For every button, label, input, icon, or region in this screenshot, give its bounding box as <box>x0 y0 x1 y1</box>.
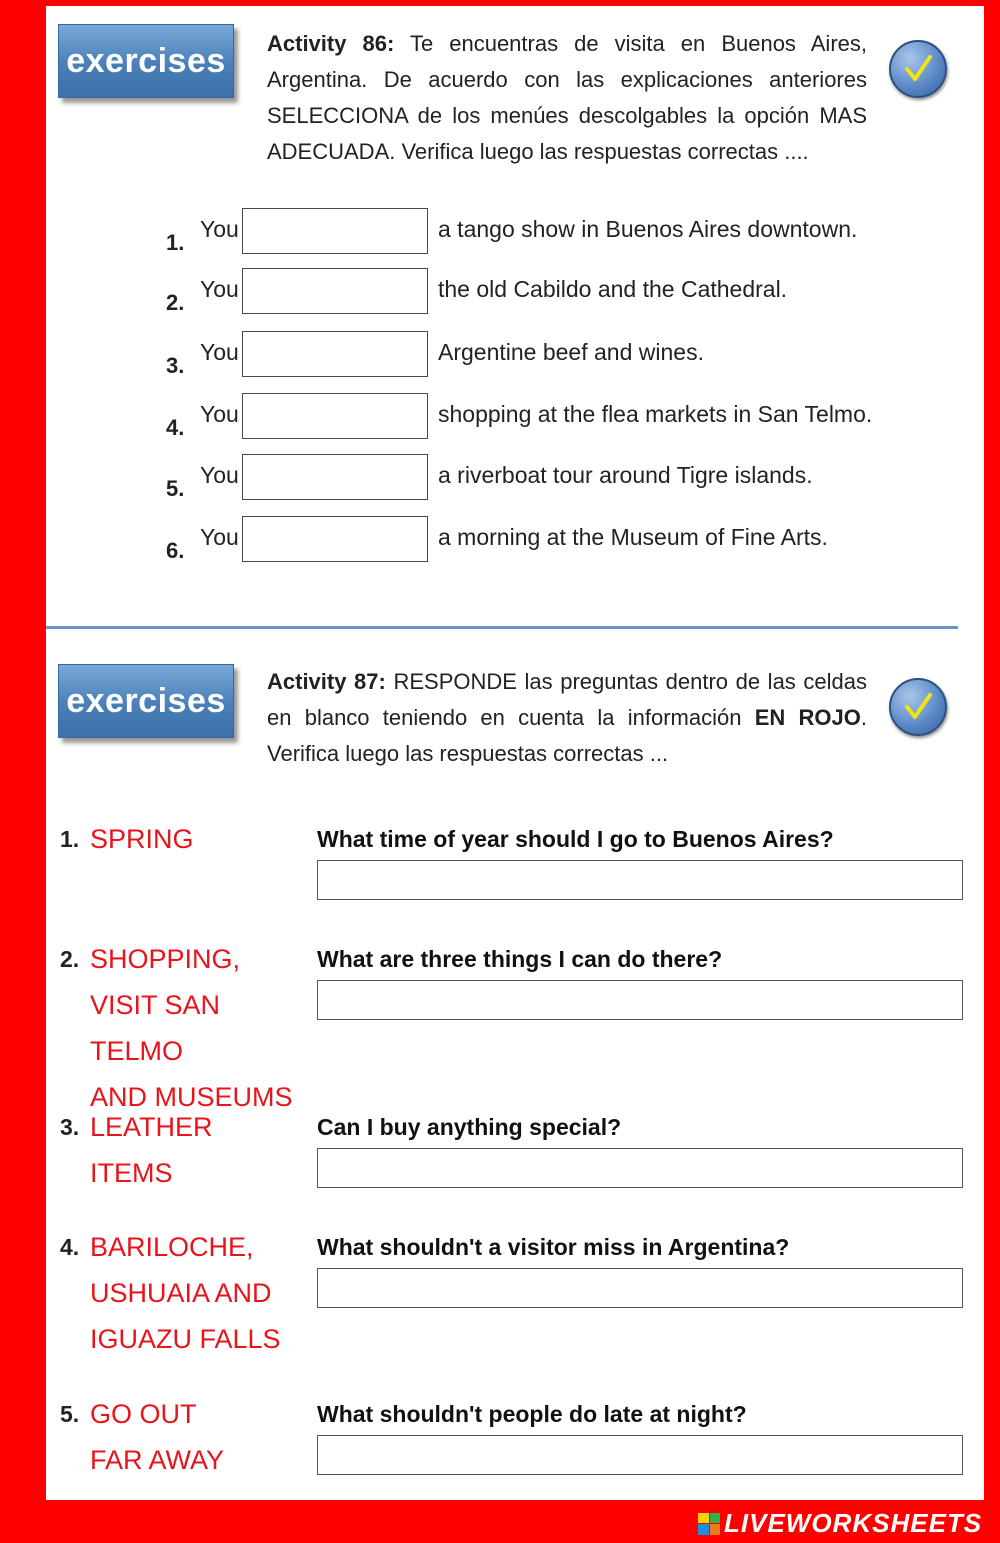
red-key-line: LEATHER ITEMS <box>90 1112 213 1188</box>
red-key-line: USHUAIA AND <box>90 1278 272 1308</box>
question-text: What time of year should I go to Buenos Aires? <box>317 826 834 852</box>
answer-input-4[interactable] <box>317 1268 963 1308</box>
activity87-title: Activity 87: <box>267 669 386 694</box>
sentence-subject: You <box>200 462 239 488</box>
activity87-instruction-bold: EN ROJO <box>754 705 861 730</box>
exercises-badge-87 <box>58 664 234 738</box>
section-divider <box>46 626 958 629</box>
question-number: 3. <box>60 1114 80 1140</box>
red-key-line: AND MUSEUMS <box>90 1082 293 1112</box>
item-number: 6. <box>166 538 185 563</box>
sentence-text: Argentine beef and wines. <box>438 339 704 365</box>
check-answers-button-87[interactable] <box>889 678 947 736</box>
question-number: 4. <box>60 1234 80 1260</box>
question-number: 2. <box>60 946 80 972</box>
sentence-subject: You <box>200 339 239 365</box>
question-text: What are three things I can do there? <box>317 946 723 972</box>
item-number: 3. <box>166 353 185 378</box>
activity86-instructions <box>267 26 867 170</box>
activity86-instruction-text: Te encuentras de visita en Buenos Aires, Argentina. De acuerdo con las explicaciones anteriores SELECCIONA de los menúes descolgables la opción MAS ADECUADA. Verifica luego las respuestas correctas .... <box>267 31 867 164</box>
red-key-line: BARILOCHE, <box>90 1232 254 1262</box>
exercises-badge-label: exercises <box>66 681 226 720</box>
question-number: 1. <box>60 826 80 852</box>
item-number: 2. <box>166 290 185 315</box>
red-key-line: SHOPPING, <box>90 944 241 974</box>
dropdown-answer-1[interactable] <box>242 208 428 254</box>
answer-input-3[interactable] <box>317 1148 963 1188</box>
dropdown-answer-5[interactable] <box>242 454 428 500</box>
sentence-subject: You <box>200 524 239 550</box>
worksheet-page <box>46 6 984 1500</box>
answer-input-1[interactable] <box>317 860 963 900</box>
dropdown-answer-3[interactable] <box>242 331 428 377</box>
question-number: 5. <box>60 1401 80 1427</box>
red-key-info <box>90 1104 300 1196</box>
activity87-instruction-text-1: RESPONDE las preguntas dentro de las celdas en blanco teniendo en cuenta la información <box>267 669 867 730</box>
red-key-line: SPRING <box>90 824 194 854</box>
item-number: 4. <box>166 415 185 440</box>
red-key-info <box>90 1224 300 1362</box>
question-text: What shouldn't people do late at night? <box>317 1401 747 1427</box>
question-text: What shouldn't a visitor miss in Argentina? <box>317 1234 790 1260</box>
exercises-badge-label: exercises <box>66 41 226 80</box>
answer-input-2[interactable] <box>317 980 963 1020</box>
dropdown-answer-4[interactable] <box>242 393 428 439</box>
liveworksheets-logo-text: LIVEWORKSHEETS <box>724 1508 983 1538</box>
sentence-text: a morning at the Museum of Fine Arts. <box>438 524 828 550</box>
sentence-subject: You <box>200 216 239 242</box>
liveworksheets-logo <box>698 1508 982 1539</box>
check-answers-button-86[interactable] <box>889 40 947 98</box>
red-key-line: FAR AWAY <box>90 1445 225 1475</box>
red-key-info <box>90 936 300 1120</box>
checkmark-icon <box>901 52 935 86</box>
sentence-subject: You <box>200 276 239 302</box>
activity87-instruction-text-2: . Verifica luego las respuestas correctas ... <box>267 705 867 766</box>
red-key-line: VISIT SAN TELMO <box>90 990 221 1066</box>
sentence-text: a riverboat tour around Tigre islands. <box>438 462 813 488</box>
activity87-instructions <box>267 664 867 772</box>
red-key-info <box>90 1391 300 1483</box>
red-key-line: GO OUT <box>90 1399 197 1429</box>
liveworksheets-logo-icon <box>698 1513 720 1535</box>
sentence-subject: You <box>200 401 239 427</box>
item-number: 5. <box>166 476 185 501</box>
dropdown-answer-2[interactable] <box>242 268 428 314</box>
red-key-info <box>90 816 300 862</box>
sentence-text: a tango show in Buenos Aires downtown. <box>438 216 858 242</box>
red-key-line: IGUAZU FALLS <box>90 1324 281 1354</box>
sentence-text: shopping at the flea markets in San Telmo. <box>438 401 873 427</box>
exercises-badge-86 <box>58 24 234 98</box>
item-number: 1. <box>166 230 185 255</box>
dropdown-answer-6[interactable] <box>242 516 428 562</box>
question-text: Can I buy anything special? <box>317 1114 622 1140</box>
activity86-title: Activity 86: <box>267 31 395 56</box>
checkmark-icon <box>901 690 935 724</box>
sentence-text: the old Cabildo and the Cathedral. <box>438 276 788 302</box>
answer-input-5[interactable] <box>317 1435 963 1475</box>
